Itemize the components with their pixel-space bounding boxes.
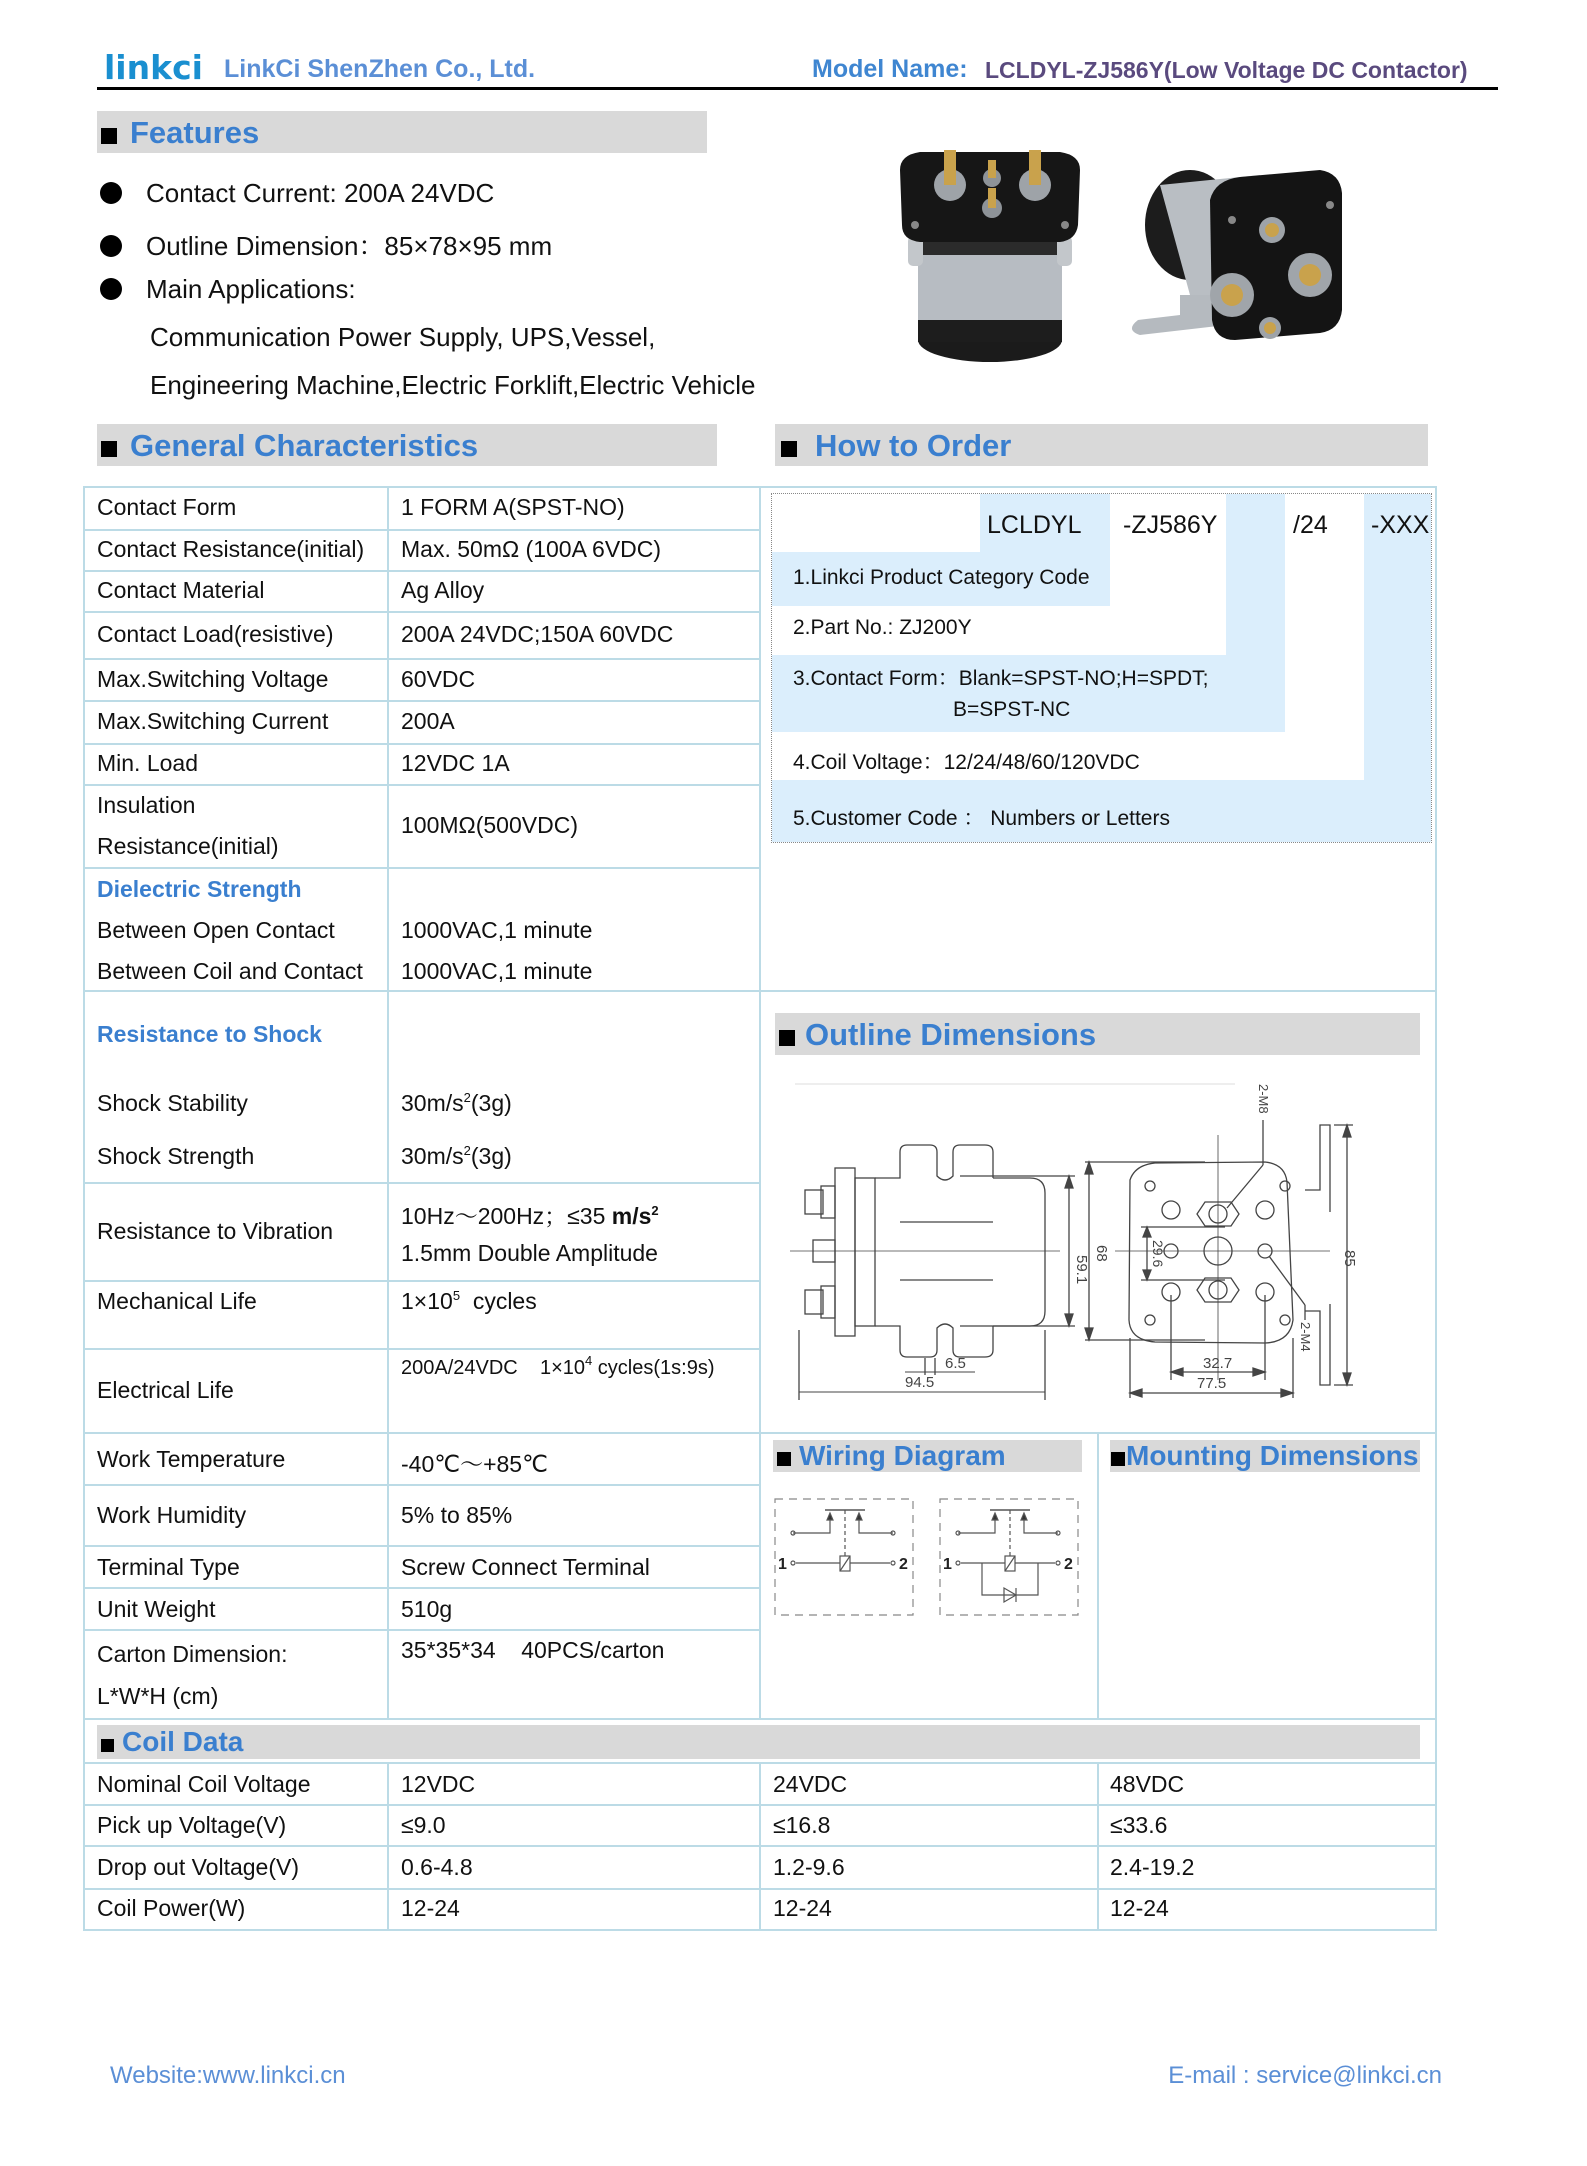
spec-value [401, 1143, 512, 1170]
coil-value: 1.2-9.6 [773, 1854, 845, 1880]
value-text: 200A/24VDC 1×10 [401, 1357, 586, 1379]
spec-label: Between Open Contact [97, 917, 335, 943]
coil-row-label: Coil Power(W) [97, 1895, 246, 1921]
spec-label: Max.Switching Current [97, 708, 329, 734]
value-text: (3g) [470, 1143, 512, 1169]
order-code-series: LCLDYL [987, 511, 1082, 539]
spec-value: -40℃～+85℃ [401, 1451, 548, 1477]
dimension-label: 77.5 [1197, 1375, 1227, 1392]
feature-text: Outline Dimension：85×78×95 mm [146, 231, 553, 261]
how-to-order-diagram [771, 493, 1432, 843]
coil-value: 2.4-19.2 [1110, 1854, 1195, 1880]
how-to-order-header [775, 424, 1428, 466]
spec-value: Ag Alloy [401, 577, 485, 603]
square-bullet-icon [1111, 1452, 1125, 1466]
order-item: 3.Contact Form：Blank=SPST-NO;H=SPDT; [793, 667, 1209, 690]
wiring-diagram-title: Wiring Diagram [799, 1440, 1006, 1471]
model-name-value: LCLDYL-ZJ586Y(Low Voltage DC Contactor) [985, 57, 1468, 83]
row-line [83, 784, 760, 786]
spec-value [401, 1198, 659, 1231]
dimension-label: 2-M4 [1298, 1322, 1313, 1352]
order-item: 2.Part No.: ZJ200Y [793, 616, 972, 639]
spec-label: Insulation [97, 792, 196, 818]
order-fill [1226, 494, 1285, 655]
feature-item [100, 274, 356, 305]
row-line [83, 743, 760, 745]
coil-value: 24VDC [773, 1771, 848, 1797]
square-bullet-icon [101, 441, 117, 457]
spec-label: Contact Resistance(initial) [97, 536, 365, 562]
row-line [83, 700, 760, 702]
spec-value: 5% to 85% [401, 1502, 513, 1528]
spec-value: 200A 24VDC;150A 60VDC [401, 621, 674, 647]
dimension-label: 59.1 [1073, 1255, 1090, 1285]
row-line [83, 867, 760, 869]
square-bullet-icon [779, 1030, 795, 1046]
spec-value: 200A [401, 708, 455, 734]
value-unit: m/s [611, 1203, 652, 1229]
spec-label: Terminal Type [97, 1554, 240, 1580]
order-item: 1.Linkci Product Category Code [793, 566, 1090, 589]
value-text: 10Hz～200Hz；≤35 [401, 1203, 612, 1229]
application-line: Engineering Machine,Electric Forklift,Electric Vehicle [150, 370, 756, 400]
outline-dimensions-header [775, 1013, 1420, 1055]
spec-value [401, 1288, 537, 1315]
wiring-diagram-basic [773, 1495, 918, 1620]
spec-value: Max. 50mΩ (100A 6VDC) [401, 536, 662, 562]
feature-text: Contact Current: 200A 24VDC [146, 178, 495, 208]
spec-value: Screw Connect Terminal [401, 1554, 650, 1580]
spec-label: Mechanical Life [97, 1288, 257, 1314]
square-bullet-icon [781, 441, 797, 457]
feature-text: Main Applications: [146, 274, 356, 304]
spec-value: 1000VAC,1 minute [401, 917, 593, 943]
outline-dimensions-drawing [785, 1080, 1358, 1400]
row-line [83, 570, 760, 572]
spec-label: Shock Strength [97, 1143, 255, 1169]
spec-value [401, 1353, 715, 1380]
row-line [83, 1804, 1437, 1806]
dimension-label: 29.6 [1150, 1240, 1166, 1268]
wiring-diagram-with-diode [938, 1495, 1083, 1620]
spec-value: 1.5mm Double Amplitude [401, 1240, 658, 1266]
spec-value: 100MΩ(500VDC) [401, 812, 578, 838]
coil-value: 48VDC [1110, 1771, 1185, 1797]
coil-row-label: Nominal Coil Voltage [97, 1771, 311, 1797]
row-line [83, 1182, 760, 1184]
outline-dimensions-title: Outline Dimensions [805, 1017, 1097, 1052]
table-divider [759, 487, 761, 1718]
coil-value: ≤9.0 [401, 1812, 446, 1838]
table-border [83, 487, 85, 1930]
value-text: 30m/s [401, 1090, 464, 1116]
dielectric-heading: Dielectric Strength [97, 876, 302, 902]
features-section-header [97, 111, 707, 153]
spec-label: Work Humidity [97, 1502, 247, 1528]
mounting-dimensions-header [1110, 1440, 1420, 1472]
application-line: Communication Power Supply, UPS,Vessel, [150, 322, 656, 352]
spec-value: 510g [401, 1596, 453, 1622]
spec-label: Carton Dimension: [97, 1641, 288, 1667]
value-text: cycles(1s:9s) [592, 1357, 715, 1379]
dimension-label: 85 [1341, 1250, 1358, 1267]
bullet-icon [100, 278, 122, 300]
terminal-label: 2 [899, 1556, 908, 1573]
row-line [83, 1629, 760, 1631]
spec-label: Contact Load(resistive) [97, 621, 334, 647]
row-line [83, 1484, 760, 1486]
order-code-voltage: /24 [1293, 511, 1328, 539]
spec-value: 1 FORM A(SPST-NO) [401, 494, 625, 520]
table-border [1435, 487, 1437, 1930]
bullet-icon [100, 182, 122, 204]
terminal-label: 1 [943, 1556, 952, 1573]
spec-label: Between Coil and Contact [97, 958, 363, 984]
coil-data-title: Coil Data [122, 1726, 244, 1757]
row-line [83, 1432, 1437, 1434]
row-line [83, 1587, 760, 1589]
row-line [83, 529, 760, 531]
dimension-label: 94.5 [905, 1374, 935, 1391]
shock-heading: Resistance to Shock [97, 1021, 322, 1047]
order-code-part: -ZJ586Y [1123, 511, 1218, 539]
table-divider [387, 487, 389, 1718]
row-line [83, 611, 760, 613]
row-line [83, 1762, 1437, 1764]
spec-value: 12VDC 1A [401, 750, 510, 776]
coil-row-label: Drop out Voltage(V) [97, 1854, 300, 1880]
wiring-diagram-header [773, 1440, 1082, 1472]
coil-value: ≤16.8 [773, 1812, 831, 1838]
superscript: 2 [463, 1143, 471, 1158]
row-line [83, 1545, 760, 1547]
dimension-label: 6.5 [945, 1355, 966, 1372]
row-line [83, 1845, 1437, 1847]
spec-label: Electrical Life [97, 1377, 234, 1403]
superscript: 5 [452, 1288, 461, 1303]
spec-label: Min. Load [97, 750, 199, 776]
value-text: 30m/s [401, 1143, 464, 1169]
general-characteristics-header [97, 424, 717, 466]
spec-value: 60VDC [401, 666, 476, 692]
square-bullet-icon [101, 128, 117, 144]
spec-label: Work Temperature [97, 1446, 286, 1472]
table-border [83, 486, 1437, 488]
spec-label: L*W*H (cm) [97, 1683, 219, 1709]
order-item: 4.Coil Voltage：12/24/48/60/120VDC [793, 751, 1140, 774]
model-name-label: Model Name: [812, 55, 968, 83]
spec-label: Max.Switching Voltage [97, 666, 329, 692]
spec-label: Unit Weight [97, 1596, 216, 1622]
bullet-icon [100, 235, 122, 257]
row-line [83, 658, 760, 660]
general-characteristics-title: General Characteristics [130, 428, 479, 463]
mounting-dimensions-title: Mounting Dimensions [1126, 1440, 1419, 1471]
spec-label: Contact Material [97, 577, 265, 603]
order-item: 5.Customer Code ： Numbers or Letters [793, 807, 1170, 830]
row-line [83, 1348, 760, 1350]
spec-label: Resistance to Vibration [97, 1218, 334, 1244]
product-photo-front [890, 140, 1090, 365]
mounting-flange [835, 1168, 855, 1336]
dimension-label: 32.7 [1203, 1355, 1233, 1372]
spec-label: Shock Stability [97, 1090, 248, 1116]
row-line [83, 990, 1437, 992]
spec-label: Resistance(initial) [97, 833, 279, 859]
row-line [83, 1718, 1437, 1720]
coil-value: ≤33.6 [1110, 1812, 1168, 1838]
coil-value: 12VDC [401, 1771, 476, 1797]
header-divider [97, 87, 1498, 90]
superscript: 2 [463, 1090, 471, 1105]
email-link[interactable]: E-mail : service@linkci.cn [1168, 2062, 1442, 2089]
table-border [83, 1929, 1437, 1931]
order-code-customer: -XXX [1371, 511, 1430, 539]
feature-item [100, 178, 494, 209]
spec-value: 35*35*34 40PCS/carton [401, 1637, 665, 1663]
superscript: 4 [585, 1353, 593, 1368]
superscript: 2 [651, 1203, 659, 1218]
product-photo-angled [1120, 145, 1350, 360]
coil-value: 0.6-4.8 [401, 1854, 473, 1880]
features-title: Features [130, 115, 260, 150]
how-to-order-title: How to Order [815, 428, 1012, 463]
spec-value: 1000VAC,1 minute [401, 958, 593, 984]
coil-row-label: Pick up Voltage(V) [97, 1812, 287, 1838]
value-text: (3g) [470, 1090, 512, 1116]
dimension-label: 2-M8 [1256, 1084, 1271, 1114]
value-text: 1×10 [401, 1288, 453, 1314]
company-name: LinkCi ShenZhen Co., Ltd. [224, 55, 536, 83]
value-text: cycles [460, 1288, 537, 1314]
terminal-label: 2 [1064, 1556, 1073, 1573]
company-logo: linkci [104, 48, 203, 87]
feature-item [100, 226, 552, 263]
coil-value: 12-24 [1110, 1895, 1169, 1921]
website-link[interactable]: Website:www.linkci.cn [110, 2062, 346, 2089]
coil-value: 12-24 [401, 1895, 460, 1921]
coil-value: 12-24 [773, 1895, 832, 1921]
terminal-label: 1 [778, 1556, 787, 1573]
coil-data-header [97, 1725, 1420, 1759]
dimension-label: 68 [1093, 1245, 1110, 1262]
square-bullet-icon [101, 1739, 114, 1752]
spec-label: Contact Form [97, 494, 237, 520]
table-divider [1097, 1432, 1099, 1718]
order-item: B=SPST-NC [953, 698, 1071, 721]
row-line [83, 1280, 760, 1282]
row-line [83, 1888, 1437, 1890]
spec-value [401, 1090, 512, 1117]
square-bullet-icon [777, 1452, 791, 1466]
